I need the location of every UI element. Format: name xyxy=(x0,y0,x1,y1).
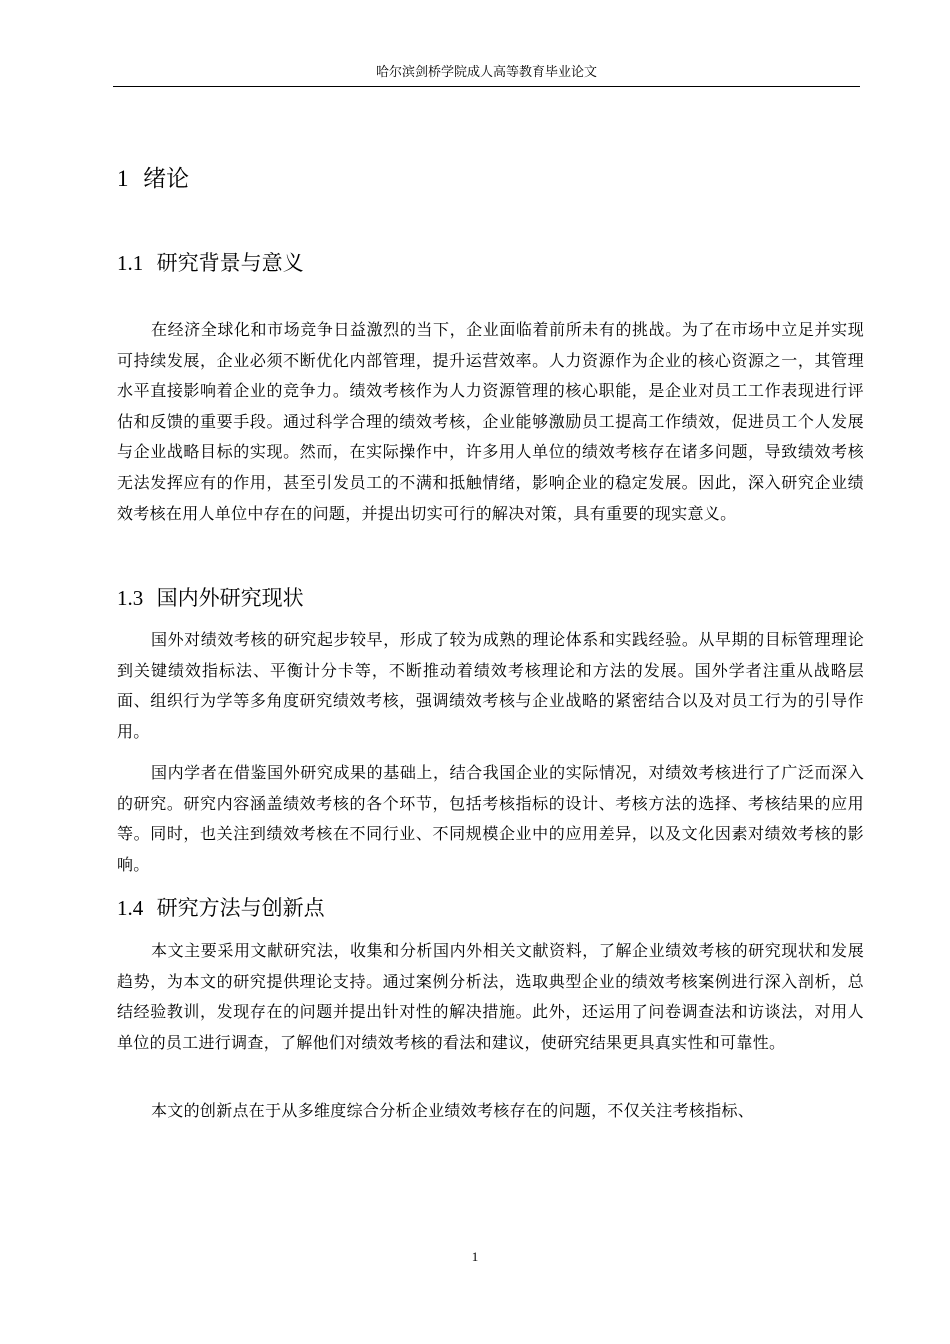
chapter-heading xyxy=(117,163,189,195)
paragraph-innovation: 本文的创新点在于从多维度综合分析企业绩效考核存在的问题，不仅关注考核指标、 xyxy=(151,1101,755,1120)
paragraph-domestic-research: 国内学者在借鉴国外研究成果的基础上，结合我国企业的实际情况，对绩效考核进行了广泛而深入的研究。研究内容涵盖绩效考核的各个环节，包括考核指标的设计、考核方法的选择、考核结果的应用等。同时，也关注到绩效考核在不同行业、不同规模企业中的应用差异，以及文化因素对绩效考核的影响。 xyxy=(117,763,864,874)
section-heading-1-4 xyxy=(117,893,325,923)
page-header xyxy=(113,64,860,87)
chapter-number: 1 xyxy=(117,166,129,191)
paragraph-background: 在经济全球化和市场竞争日益激烈的当下，企业面临着前所未有的挑战。为了在市场中立足并实现可持续发展，企业必须不断优化内部管理，提升运营效率。人力资源作为企业的核心资源之一，其管理水平直接影响着企业的竞争力。绩效考核作为人力资源管理的核心职能，是企业对员工工作表现进行评估和反馈的重要手段。通过科学合理的绩效考核，企业能够激励员工提高工作绩效，促进员工个人发展与企业战略目标的实现。然而，在实际操作中，许多用人单位的绩效考核存在诸多问题，导致绩效考核无法发挥应有的作用，甚至引发员工的不满和抵触情绪，影响企业的稳定发展。因此，深入研究企业绩效考核在用人单位中存在的问题，并提出切实可行的解决对策，具有重要的现实意义。 xyxy=(117,320,864,523)
section-heading-1-3 xyxy=(117,583,304,613)
page-number: 1 xyxy=(471,1249,479,1264)
paragraph-foreign-research: 国外对绩效考核的研究起步较早，形成了较为成熟的理论体系和实践经验。从早期的目标管理理论到关键绩效指标法、平衡计分卡等，不断推动着绩效考核理论和方法的发展。国外学者注重从战略层面、组织行为学等多角度研究绩效考核，强调绩效考核与企业战略的紧密结合以及对员工行为的引导作用。 xyxy=(117,630,864,741)
section-title: 研究方法与创新点 xyxy=(156,896,325,920)
section-number: 1.3 xyxy=(117,586,144,610)
header-title: 哈尔滨剑桥学院成人高等教育毕业论文 xyxy=(375,65,597,80)
chapter-title: 绪论 xyxy=(143,166,190,192)
section-heading-1-1 xyxy=(117,248,304,278)
paragraph-methods: 本文主要采用文献研究法，收集和分析国内外相关文献资料，了解企业绩效考核的研究现状和发展趋势，为本文的研究提供理论支持。通过案例分析法，选取典型企业的绩效考核案例进行深入剖析，总结经验教训，发现存在的问题并提出针对性的解决措施。此外，还运用了问卷调查法和访谈法，对用人单位的员工进行调查，了解他们对绩效考核的看法和建议，使研究结果更具真实性和可靠性。 xyxy=(117,941,864,1052)
section-number: 1.1 xyxy=(117,251,144,275)
section-number: 1.4 xyxy=(117,896,144,920)
section-title: 研究背景与意义 xyxy=(156,251,304,275)
section-title: 国内外研究现状 xyxy=(156,586,304,610)
